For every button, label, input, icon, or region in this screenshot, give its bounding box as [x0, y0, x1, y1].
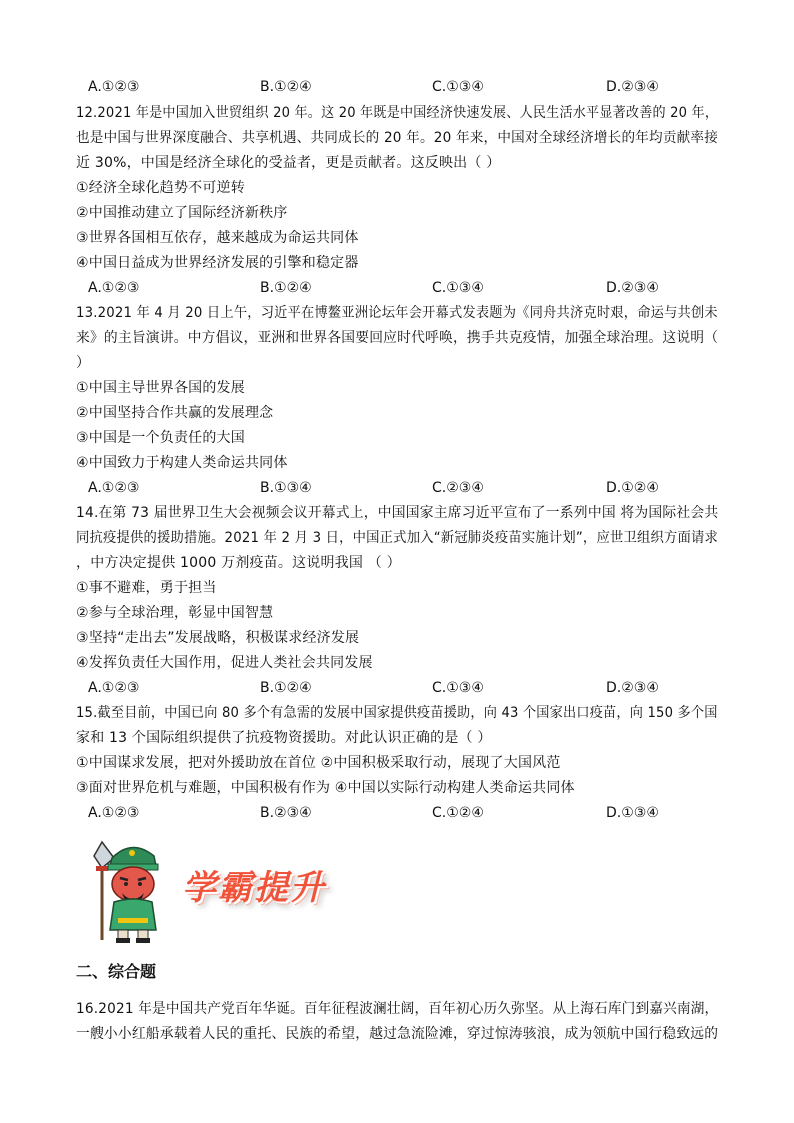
option-d: D.②③④	[606, 680, 659, 696]
q15-item: ③面对世界危机与难题，中国积极有作为 ④中国以实际行动构建人类命运共同体	[76, 780, 575, 796]
q16-stem-line: 一艘小小红船承载着人民的重托、民族的希望，越过急流险滩，穿过惊涛骇浪，成为领航中国行稳致远的	[76, 1026, 719, 1042]
q13-item: ④中国致力于构建人类命运共同体	[76, 455, 288, 471]
option-b: B.①②④	[260, 280, 312, 296]
q14-item: ②参与全球治理，彰显中国智慧	[76, 605, 274, 621]
option-a: A.①②③	[88, 805, 140, 821]
option-c: C.②③④	[432, 480, 484, 496]
q14-item: ①事不避难，勇于担当	[76, 580, 217, 596]
q13-stem-line: 来》的主旨演讲。中方倡议，亚洲和世界各国要回应时代呼唤，携手共克疫情，加强全球治理。这说明（	[76, 330, 719, 346]
study-banner	[86, 836, 376, 946]
q14-item: ③坚持“走出去”发展战略，积极谋求经济发展	[76, 630, 360, 646]
q15-stem-line: 家和 13 个国际组织提供了抗疫物资援助。对此认识正确的是（ ）	[76, 730, 492, 746]
option-d: D.①③④	[606, 805, 659, 821]
q13-stem-line: 13.2021 年 4 月 20 日上午，习近平在博鳌亚洲论坛年会开幕式发表题为《同舟共济克时艰，命运与共创未	[76, 305, 718, 321]
option-c: C.①③④	[432, 79, 484, 95]
q14-stem-line: ，中方决定提供 1000 万剂疫苗。这说明我国 （ ）	[76, 555, 401, 571]
option-c: C.①②④	[432, 805, 484, 821]
q14-stem-line: 同抗疫提供的援助措施。2021 年 2 月 3 日，中国正式加入“新冠肺炎疫苗实施计划”，应世卫组织方面请求	[76, 530, 718, 546]
q13-stem-line: ）	[76, 355, 91, 371]
q13-options	[88, 478, 708, 498]
q15-stem-line: 15.截至目前，中国已向 80 多个有急需的发展中国家提供疫苗援助，向 43 个国家出口疫苗，向 150 多个国	[76, 705, 718, 721]
option-d: D.②③④	[606, 280, 659, 296]
q12-options	[88, 278, 708, 298]
section-title: 二、综合题	[76, 962, 157, 981]
option-b: B.①②④	[260, 680, 312, 696]
option-b: B.①②④	[260, 79, 312, 95]
q13-item: ③中国是一个负责任的大国	[76, 430, 245, 446]
option-d: D.①②④	[606, 480, 659, 496]
q16-stem-line: 16.2021 年是中国共产党百年华诞。百年征程波澜壮阔，百年初心历久弥坚。从上海石库门到嘉兴南湖，	[76, 1001, 719, 1017]
option-a: A.①②③	[88, 280, 140, 296]
option-b: B.②③④	[260, 805, 312, 821]
q14-stem-line: 14.在第 73 届世界卫生大会视频会议开幕式上，中国国家主席习近平宣布了一系列中国 将为国际社会共	[76, 505, 719, 521]
option-d: D.②③④	[606, 79, 659, 95]
option-a: A.①②③	[88, 480, 140, 496]
q11-options	[88, 77, 708, 97]
q14-options	[88, 678, 708, 698]
q12-stem-line: 12.2021 年是中国加入世贸组织 20 年。这 20 年既是中国经济快速发展、人民生活水平显著改善的 20 年，	[76, 105, 719, 121]
q12-item: ①经济全球化趋势不可逆转	[76, 180, 245, 196]
option-c: C.①③④	[432, 280, 484, 296]
q12-item: ③世界各国相互依存，越来越成为命运共同体	[76, 230, 359, 246]
q13-item: ②中国坚持合作共赢的发展理念	[76, 405, 274, 421]
q15-options	[88, 803, 708, 823]
q12-item: ④中国日益成为世界经济发展的引擎和稳定器	[76, 255, 359, 271]
q12-stem-line: 近 30%，中国是经济全球化的受益者，更是贡献者。这反映出（ ）	[76, 155, 501, 171]
q14-item: ④发挥负责任大国作用，促进人类社会共同发展	[76, 655, 373, 671]
q12-item: ②中国推动建立了国际经济新秩序	[76, 205, 288, 221]
option-a: A.①②③	[88, 680, 140, 696]
q15-item: ①中国谋求发展，把对外援助放在首位 ②中国积极采取行动，展现了大国风范	[76, 755, 561, 771]
option-c: C.①③④	[432, 680, 484, 696]
q13-item: ①中国主导世界各国的发展	[76, 380, 245, 396]
banner-title: 学霸提升	[182, 868, 326, 908]
option-a: A.①②③	[88, 79, 140, 95]
q12-stem-line: 也是中国与世界深度融合、共享机遇、共同成长的 20 年。20 年来，中国对全球经济增长的年均贡献率接	[76, 130, 719, 146]
option-b: B.①③④	[260, 480, 312, 496]
cartoon-character-icon	[86, 836, 176, 946]
